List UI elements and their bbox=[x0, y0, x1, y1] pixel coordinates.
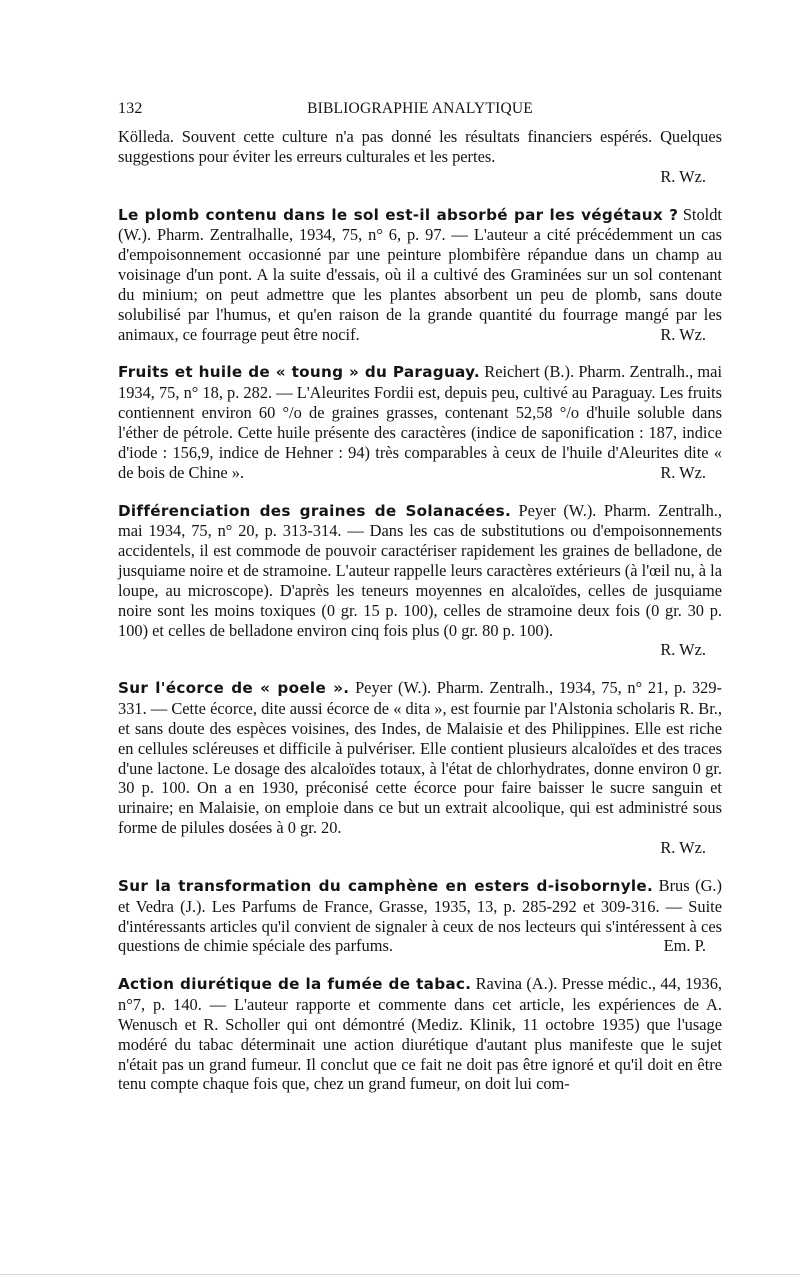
entry-poele bbox=[118, 678, 722, 858]
running-title: BIBLIOGRAPHIE ANALYTIQUE bbox=[307, 100, 533, 117]
entry-title: Différenciation des graines de Solanacées. bbox=[118, 501, 512, 520]
page-body bbox=[118, 127, 722, 1094]
entry-body: Peyer (W.). Pharm. Zentralh., 1934, 75, n° 21, p. 329-331. — Cette écorce, dite aussi écorce de « dita », est fournie par l'Alstonia scholaris R. Br., et sans doute des espèces voisines, des Indes, de Malaisie et des Philippines. Elle est riche en cellules scléreuses et difficile à pulvériser. Elle contient plusieurs alcaloïdes et des traces d'une lactone. Le dosage des alcaloïdes totaux, à l'état de chlorhydrates, donne environ 0 gr. 30 p. 100. On a en 1930, préconisé cette écorce pour faire baisser le sucre sanguin et urinaire; en Malaisie, on emploie dans ce but un extrait alcoolique, qui est administré sous forme de pilules dosées à 0 gr. 20. bbox=[118, 678, 722, 838]
entry-signature: R. Wz. bbox=[660, 462, 706, 482]
entry-body: Ravina (A.). Presse médic., 44, 1936, n°7, p. 140. — L'auteur rapporte et commente dans cet article, les expériences de A. Wenusch et R. Scholler qui ont démontré (Mediz. Klinik, 11 octobre 1935) que l'usage modéré du tabac déterminait une action diurétique d'autant plus manifeste que le sujet n'était pas un grand fumeur. Il conclut que ce fait ne doit pas être ignoré et qu'il doit en être tenu compte chaque fois que, chez un grand fumeur, on doit lui com- bbox=[118, 974, 722, 1094]
entry-signature: R. Wz. bbox=[660, 166, 706, 186]
entry-solanacees bbox=[118, 501, 722, 661]
entry-title: Sur l'écorce de « poele ». bbox=[118, 679, 350, 698]
entry-body: Stoldt (W.). Pharm. Zentralhalle, 1934, 75, n° 6, p. 97. — L'auteur a cité précédemment un cas d'empoisonnement occasionné par une peinture plombifère répandue dans un champ au voisinage d'un pont. A la suite d'essais, où il a cultivé des Graminées sur un sol contenant du minium; on peut admettre que les plantes absorbent un peu de plomb, sans doute solubilisé par l'humus, et qu'en raison de la grande quantité du fourrage mangé par les animaux, ce fourrage peut être nocif. bbox=[118, 204, 722, 344]
entry-signature: R. Wz. bbox=[660, 838, 706, 857]
entry-title: Fruits et huile de « toung » du Paraguay. bbox=[118, 363, 481, 382]
entry-continued bbox=[118, 127, 722, 187]
entry-body: Peyer (W.). Pharm. Zentralh., mai 1934, 75, n° 20, p. 313-314. — Dans les cas de substitutions ou d'empoisonnements accidentels, il est commode de pouvoir caractériser rapidement les graines de belladone, de jusquiame noire et de stramoine. L'auteur rappelle leurs caractères extérieurs (à l'œil nu, à la loupe, au microscope). D'après les teneurs moyennes en alcaloïdes, celles de jusquiame noire sont les moins toxiques (0 gr. 15 p. 100), celles de stramoine deux fois (0 gr. 30 p. 100) et celles de belladone environ cinq fois plus (0 gr. 80 p. 100). bbox=[118, 500, 722, 640]
scan-edge bbox=[0, 1274, 800, 1275]
page-header bbox=[118, 100, 722, 120]
entry-signature: R. Wz. bbox=[660, 640, 706, 660]
entry-toung bbox=[118, 362, 722, 482]
entry-camphene bbox=[118, 876, 722, 956]
page-number: 132 bbox=[118, 100, 143, 117]
entry-signature: Em. P. bbox=[663, 936, 706, 956]
entry-body: Kölleda. Souvent cette culture n'a pas donné les résultats financiers espérés. Quelques suggestions pour éviter les erreurs culturales et les pertes. bbox=[118, 127, 722, 166]
entry-title: Le plomb contenu dans le sol est-il absorbé par les végétaux ? bbox=[118, 205, 679, 224]
entry-title: Action diurétique de la fumée de tabac. bbox=[118, 975, 472, 994]
entry-body: Reichert (B.). Pharm. Zentralh., mai 1934, 75, n° 18, p. 282. — L'Aleurites Fordii est, depuis peu, cultivé au Paraguay. Les fruits contiennent environ 60 °/o de graines grasses, contenant 52,58 °/o d'huile soluble dans l'éther de pétrole. Cette huile présente des caractères (indice de saponification : 187, indice d'iode : 156,9, indice de Hehner : 94) très comparables à ceux de l'huile d'Aleurites dite « de bois de Chine ». bbox=[118, 362, 722, 482]
entry-body: Brus (G.) et Vedra (J.). Les Parfums de France, Grasse, 1935, 13, p. 285-292 et 309-316. — Suite d'intéressants articles qu'il convient de signaler à ceux de nos lecteurs qui s'intéressent à ces questions de chimie spéciale des parfums. bbox=[118, 875, 722, 956]
entry-plomb bbox=[118, 205, 722, 345]
entry-signature: R. Wz. bbox=[660, 324, 706, 344]
entry-title: Sur la transformation du camphène en esters d-isobornyle. bbox=[118, 876, 654, 895]
entry-tabac bbox=[118, 974, 722, 1094]
